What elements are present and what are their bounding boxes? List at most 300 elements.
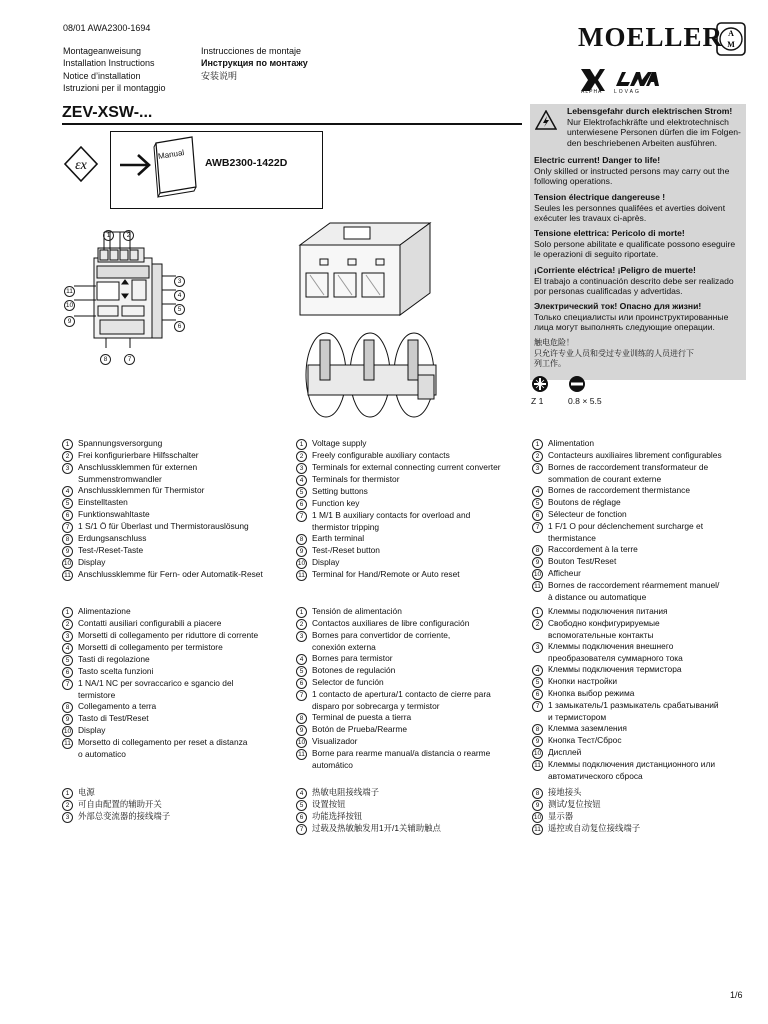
manual-doc-number: AWB2300-1422D <box>205 157 288 169</box>
legend-item <box>62 509 263 521</box>
legend-item-label: 1 F/1 O pour déclenchement surcharge et <box>548 520 704 531</box>
manual-book-label: Manual <box>157 148 185 161</box>
legend-item-label: Display <box>78 724 106 735</box>
legend-item-number: 10 <box>533 814 542 821</box>
legend-item-label: Contacteurs auxiliaires librement configurables <box>548 450 722 460</box>
warning-zh-text: 只允许专业人员和受过专业训练的人员进行下列工作。 <box>534 348 694 369</box>
legend-item-number: 4 <box>532 664 548 676</box>
current-converter-diagram <box>290 215 450 425</box>
legend-item-label: Tasto di Test/Reset <box>78 712 149 723</box>
legend-item <box>532 735 719 747</box>
legend-item <box>62 799 170 811</box>
legend-item <box>62 787 170 799</box>
lovag-logo-icon <box>614 68 660 88</box>
legend-item-label: 热敏电阻接线端子 <box>312 787 379 797</box>
legend-item-number: 1 <box>296 438 312 450</box>
legend-item-number: 5 <box>62 654 78 666</box>
legend-item-label: 1 NA/1 NC per sovraccarico e sgancio del <box>78 678 234 688</box>
legend-item-label: Test-/Reset-Taste <box>78 544 144 555</box>
legend-item-label: thermistance <box>548 532 596 543</box>
svg-text:εx: εx <box>75 158 87 173</box>
legend-item <box>296 799 441 811</box>
title-de: Montageanweisung <box>63 46 142 56</box>
legend-item-label: 接地接头 <box>548 787 582 797</box>
legend-item-number: 9 <box>62 713 78 725</box>
legend-item <box>296 438 501 450</box>
legend-item-label: Tasti di regolazione <box>78 654 150 664</box>
legend-item <box>62 497 263 509</box>
legend-item-label: Bornes de raccordement réarmement manuel/ <box>548 579 720 590</box>
legend-item-number: 10 <box>533 749 542 757</box>
legend-item-label: Collegamento a terra <box>78 700 157 711</box>
legend-item-label: Botón de Prueba/Rearme <box>312 723 407 734</box>
document-code: 08/01 AWA2300-1694 <box>63 23 151 33</box>
legend-item-label: Erdungsanschluss <box>78 532 147 543</box>
legend-item <box>532 700 719 712</box>
legend-item <box>62 485 263 497</box>
legend-item-number: 5 <box>296 665 312 677</box>
legend-item-number: 6 <box>532 509 548 521</box>
legend-french <box>532 438 722 603</box>
legend-item-number: 3 <box>296 462 312 474</box>
warning-ru-title: Электрический ток! Опасно для жизни! <box>534 301 702 311</box>
legend-item <box>296 712 491 724</box>
legend-item-label: Клеммы подключения питания <box>548 606 668 616</box>
legend-item-number: 1 <box>532 438 548 450</box>
legend-item <box>296 510 501 522</box>
legend-item-number: 9 <box>296 545 312 557</box>
legend-item <box>62 811 170 823</box>
legend-item-label: 1 замыкатель/1 размыкатель срабатываний <box>548 699 719 710</box>
legend-item-number: 3 <box>62 630 78 642</box>
legend-item-number: 9 <box>532 735 548 747</box>
legend-item-label: Anschlussklemmen für externen <box>78 462 198 472</box>
legend-item-number: 2 <box>62 799 78 811</box>
legend-item-label: 1 M/1 B auxiliary contacts for overload and <box>312 510 471 520</box>
legend-item-label: Terminal de puesta a tierra <box>312 711 412 722</box>
legend-item-label: Einstelltasten <box>78 496 128 507</box>
legend-item <box>532 606 719 618</box>
warning-de-title: Lebensgefahr durch elektrischen Strom! <box>567 106 733 116</box>
legend-item-label: Anschlussklemmen für Thermistor <box>78 484 205 495</box>
legend-item <box>62 701 258 713</box>
legend-item <box>532 533 722 544</box>
warning-zh-title: 触电危险！ <box>534 338 574 347</box>
callout-11: 11 <box>64 280 75 298</box>
legend-item <box>296 653 491 665</box>
legend-item-label: преобразователя суммарного тока <box>548 652 683 663</box>
callout-5: 5 <box>174 298 185 316</box>
legend-item-label: à distance ou automatique <box>548 591 647 602</box>
legend-item-label: Bornes de raccordement transformateur de <box>548 462 709 472</box>
legend-item-label: Alimentation <box>548 438 595 448</box>
callout-9: 9 <box>64 310 75 328</box>
legend-item <box>296 618 491 630</box>
callout-4: 4 <box>174 284 185 302</box>
legend-item-number: 9 <box>532 799 548 811</box>
legend-item-number: 1 <box>62 787 78 799</box>
legend-item-number: 8 <box>532 787 548 799</box>
brand-logo: MOELLER <box>578 22 724 52</box>
electric-warning-icon <box>535 110 557 130</box>
legend-item-number <box>532 712 548 723</box>
legend-item <box>296 569 501 581</box>
warning-es <box>534 265 744 297</box>
legend-item-label: Setting buttons <box>312 486 368 496</box>
legend-item-number: 7 <box>296 689 312 701</box>
warning-de <box>567 106 745 148</box>
legend-item <box>532 497 722 509</box>
legend-item-number <box>532 533 548 544</box>
legend-item-label: Summenstromwandler <box>78 474 162 484</box>
legend-item <box>532 747 719 759</box>
legend-item-number: 7 <box>532 700 548 712</box>
warning-en <box>534 155 744 187</box>
product-name: ZEV-XSW-... <box>62 104 153 121</box>
legend-item-number: 6 <box>296 498 312 510</box>
callout-2: 2 <box>123 224 134 242</box>
legend-item-label: 1 S/1 Ö für Überlast und Thermistorauslösung <box>78 520 249 531</box>
legend-item-label: Tasto scelta funzioni <box>78 666 154 676</box>
manual-book-icon <box>150 135 202 199</box>
legend-item <box>532 462 722 474</box>
legend-item <box>296 787 441 799</box>
legend-item <box>532 688 719 700</box>
legend-item <box>62 737 258 749</box>
legend-item-label: Selector de función <box>312 676 384 687</box>
legend-item-number <box>532 592 548 603</box>
legend-item-label: Morsetti di collegamento per termistore <box>78 642 223 652</box>
legend-item <box>532 592 722 603</box>
legend-item <box>532 618 719 630</box>
legend-item-label: Boutons de réglage <box>548 496 621 507</box>
legend-item-number: 2 <box>532 450 548 462</box>
legend-item-label: Terminal for Hand/Remote or Auto reset <box>312 568 460 579</box>
legend-item-label: Кнопка выбор режима <box>548 687 635 698</box>
legend-item-number: 1 <box>296 606 312 618</box>
legend-item-number: 6 <box>296 811 312 823</box>
legend-item-label: Sélecteur de fonction <box>548 508 627 519</box>
legend-item-number: 6 <box>62 509 78 521</box>
legend-item <box>62 533 263 545</box>
legend-item-label: 外部总变流器的接线端子 <box>78 811 171 821</box>
legend-item <box>62 666 258 678</box>
legend-item-label: Клеммы подключения дистанционного или <box>548 758 716 769</box>
warning-en-text: Only skilled or instructed persons may carry out the following operations. <box>534 165 730 187</box>
legend-item-number: 8 <box>62 701 78 713</box>
legend-item-number: 1 <box>532 606 548 618</box>
legend-item-number: 2 <box>62 450 78 462</box>
legend-chinese-b <box>296 787 441 835</box>
legend-item-number <box>62 749 78 760</box>
legend-item-number: 10 <box>297 559 306 567</box>
legend-item-label: Funktionswahltaste <box>78 508 150 519</box>
legend-item <box>296 736 491 748</box>
legend-item-label: Earth terminal <box>312 532 365 543</box>
callout-10: 10 <box>65 302 74 309</box>
legend-item-label: Display <box>312 556 340 567</box>
legend-item-number <box>532 474 548 485</box>
legend-item-label: Spannungsversorgung <box>78 438 163 448</box>
legend-item-label: Terminals for thermistor <box>312 474 400 484</box>
legend-item <box>296 630 491 642</box>
legend-item <box>532 641 719 653</box>
title-it: Istruzioni per il montaggio <box>63 83 166 94</box>
legend-item-number: 8 <box>296 712 312 724</box>
legend-item <box>532 438 722 450</box>
legend-item-number: 9 <box>296 724 312 736</box>
legend-item-label: Alimentazione <box>78 606 131 616</box>
legend-item-label: Afficheur <box>548 567 581 578</box>
legend-item-label: o automatico <box>78 748 126 759</box>
legend-item <box>296 724 491 736</box>
title-es: Instrucciones de montaje <box>201 46 302 56</box>
legend-item <box>532 630 719 641</box>
legend-item-label: Terminals for external connecting current converter <box>312 462 501 472</box>
legend-item-number: 7 <box>62 678 78 690</box>
legend-item-number: 7 <box>296 823 312 835</box>
title-zh: 安装说明 <box>201 70 238 81</box>
legend-item-label: Anschlussklemme für Fern- oder Automatik-Reset <box>78 568 263 579</box>
legend-item <box>532 664 719 676</box>
titles-right <box>201 45 308 82</box>
legend-item <box>296 474 501 486</box>
legend-item-number: 2 <box>296 450 312 462</box>
legend-item-label: Morsetti di collegamento per riduttore di corrente <box>78 630 259 640</box>
svg-text:A: A <box>728 29 734 38</box>
legend-item <box>62 618 258 630</box>
legend-item-label: Свободно конфигурируемые <box>548 618 660 628</box>
legend-item-number: 4 <box>296 787 312 799</box>
legend-item-label: Morsetto di collegamento per reset a distanza <box>78 736 248 747</box>
legend-item-label: Клеммы подключения внешнего <box>548 640 674 651</box>
legend-item-label: 遥控或自动复位接线端子 <box>548 823 641 833</box>
legend-spanish <box>296 606 491 771</box>
legend-item <box>296 606 491 618</box>
callout-8: 8 <box>100 348 111 366</box>
legend-item-label: Botones de regulación <box>312 664 396 675</box>
warning-it <box>534 228 744 260</box>
warning-fr-title: Tension électrique dangereuse ! <box>534 192 666 202</box>
legend-item-number <box>532 771 548 782</box>
legend-item-label: Raccordement à la terre <box>548 543 638 554</box>
legend-item-number: 11 <box>532 759 548 771</box>
legend-item-number <box>62 690 78 701</box>
legend-item <box>532 712 719 723</box>
legend-item <box>62 630 258 642</box>
legend-item-label: Freely configurable auxiliary contacts <box>312 450 450 460</box>
legend-item-label: 过载及热敏触发用1开/1关辅助触点 <box>312 823 441 833</box>
tool-size-z1: Z 1 <box>531 396 544 406</box>
legend-item-number: 3 <box>62 462 78 474</box>
legend-item-label: Contatti ausiliari configurabili a piacere <box>78 618 222 628</box>
warning-en-title: Electric current! Danger to life! <box>534 155 661 165</box>
legend-item <box>532 771 719 782</box>
legend-item <box>532 811 640 823</box>
legend-german <box>62 438 263 581</box>
legend-item <box>532 509 722 521</box>
legend-item-number: 11 <box>62 569 78 581</box>
ex-hazard-icon <box>62 145 100 183</box>
legend-item-number: 3 <box>296 630 312 642</box>
legend-item <box>532 723 719 735</box>
legend-item-label: Bouton Test/Reset <box>548 555 617 566</box>
legend-item <box>532 799 640 811</box>
legend-item-number: 9 <box>62 545 78 557</box>
legend-item-number <box>296 522 312 533</box>
legend-item <box>62 654 258 666</box>
legend-item <box>532 485 722 497</box>
legend-item-number: 6 <box>62 666 78 678</box>
legend-item-label: disparo por sobrecarga y termistor <box>312 700 440 711</box>
legend-item <box>532 568 722 580</box>
legend-item <box>62 521 263 533</box>
legend-item-label: 可自由配置的辅助开关 <box>78 799 162 809</box>
legend-item <box>296 533 501 545</box>
legend-item-number: 3 <box>532 462 548 474</box>
legend-item-label: Bornes para termistor <box>312 652 393 663</box>
alpha-logo-text: ALPHA <box>581 89 603 95</box>
tool-size-flat: 0.8 × 5.5 <box>568 396 602 406</box>
legend-item-number: 5 <box>62 497 78 509</box>
legend-item <box>62 690 258 701</box>
legend-item-number: 5 <box>296 799 312 811</box>
legend-item-label: Voltage supply <box>312 438 367 448</box>
legend-item <box>62 462 263 474</box>
legend-item-label: Bornes de raccordement thermistance <box>548 484 690 495</box>
legend-item-label: termistore <box>78 690 116 700</box>
legend-item-label: Клеммы подключения термистора <box>548 663 682 674</box>
warning-fr-text: Seules les personnes qualifées et averties doivent exécuter les travaux ci-après. <box>534 202 726 224</box>
legend-item-label: automático <box>312 759 353 770</box>
legend-item-label: sommation de courant externe <box>548 474 662 484</box>
callout-7: 7 <box>124 348 135 366</box>
legend-item-label: thermistor tripping <box>312 522 380 532</box>
legend-item <box>62 642 258 654</box>
legend-item <box>62 713 258 725</box>
legend-item <box>62 450 263 462</box>
legend-item-label: и термистором <box>548 711 607 722</box>
title-ru: Инструкция по монтажу <box>201 58 308 69</box>
legend-item-label: 显示器 <box>548 811 574 821</box>
legend-item-label: Tensión de alimentación <box>312 606 402 616</box>
legend-item-label: Contactos auxiliares de libre configuración <box>312 618 470 628</box>
legend-item <box>296 677 491 689</box>
legend-item <box>532 544 722 556</box>
legend-item <box>296 642 491 653</box>
legend-item-number: 7 <box>532 521 548 533</box>
legend-item-label: Borne para rearme manual/a distancia o rearme <box>312 747 491 758</box>
legend-item <box>296 498 501 510</box>
legend-item-number: 4 <box>296 474 312 486</box>
legend-item <box>296 486 501 498</box>
legend-item-number: 8 <box>532 723 548 735</box>
warning-ru-text: Только специалисты или проинструктированные лица могут выполнять следующие операции. <box>534 311 729 333</box>
svg-text:M: M <box>727 40 735 49</box>
legend-item-label: 设置按钮 <box>312 799 346 809</box>
warning-es-title: ¡Corriente eléctrica! ¡Peligro de muerte! <box>534 265 696 275</box>
legend-item <box>532 653 719 664</box>
page-number: 1/6 <box>730 990 743 1000</box>
legend-item <box>532 676 719 688</box>
legend-item <box>296 557 501 569</box>
legend-item-label: 功能选择按钮 <box>312 811 363 821</box>
legend-item-number: 11 <box>296 569 312 581</box>
legend-item-number: 6 <box>532 688 548 700</box>
legend-item-number: 11 <box>62 737 78 749</box>
lovag-logo-text: LOVAG <box>614 89 641 95</box>
legend-item-number <box>532 630 548 641</box>
legend-item <box>296 811 441 823</box>
legend-item-label: Дисплей <box>548 746 582 757</box>
legend-item-number: 6 <box>296 677 312 689</box>
legend-item-number: 11 <box>532 580 548 592</box>
legend-item <box>62 749 258 760</box>
legend-item <box>296 545 501 557</box>
legend-item <box>62 725 258 737</box>
legend-item <box>532 556 722 568</box>
legend-item-number: 10 <box>63 559 72 567</box>
legend-item-number: 1 <box>62 606 78 618</box>
legend-item-number <box>296 760 312 771</box>
legend-item-label: Клемма заземления <box>548 722 627 733</box>
legend-item-number: 5 <box>296 486 312 498</box>
warning-ru <box>534 301 744 333</box>
legend-item-number: 8 <box>62 533 78 545</box>
legend-item <box>532 823 640 835</box>
legend-item-number: 2 <box>296 618 312 630</box>
moeller-emblem-icon <box>716 22 746 56</box>
legend-item-number <box>62 474 78 485</box>
legend-item-label: Test-/Reset button <box>312 544 380 555</box>
legend-item-number: 3 <box>532 641 548 653</box>
callout-1: 1 <box>103 224 114 242</box>
legend-item-label: conexión externa <box>312 642 376 652</box>
arrow-right-icon <box>118 150 154 180</box>
legend-item <box>296 689 491 701</box>
legend-item <box>296 522 501 533</box>
warning-it-text: Solo persone abilitate e qualificate possono eseguire le operazioni di seguito riportate. <box>534 238 736 260</box>
legend-item <box>62 557 263 569</box>
titles-left <box>63 45 166 95</box>
legend-english <box>296 438 501 581</box>
legend-item <box>296 760 491 771</box>
legend-item <box>62 545 263 557</box>
legend-item <box>296 665 491 677</box>
flat-screwdriver-icon <box>568 375 586 393</box>
legend-item <box>532 759 719 771</box>
legend-item-number: 7 <box>62 521 78 533</box>
legend-item <box>296 823 441 835</box>
legend-item <box>296 701 491 712</box>
legend-item-label: 测试/复位按钮 <box>548 799 601 809</box>
legend-russian <box>532 606 719 782</box>
legend-item-number: 5 <box>532 497 548 509</box>
legend-item-label: вспомогательные контакты <box>548 630 654 640</box>
legend-item <box>296 748 491 760</box>
warning-it-title: Tensione elettrica: Pericolo di morte! <box>534 228 685 238</box>
legend-item-number: 4 <box>62 485 78 497</box>
legend-item <box>532 787 640 799</box>
legend-chinese-a <box>62 787 170 823</box>
title-rule <box>62 123 522 125</box>
legend-item-number: 2 <box>532 618 548 630</box>
legend-item <box>532 580 722 592</box>
legend-item <box>62 606 258 618</box>
callout-3: 3 <box>174 270 185 288</box>
pozidriv-screwdriver-icon <box>531 375 549 393</box>
legend-item <box>532 521 722 533</box>
